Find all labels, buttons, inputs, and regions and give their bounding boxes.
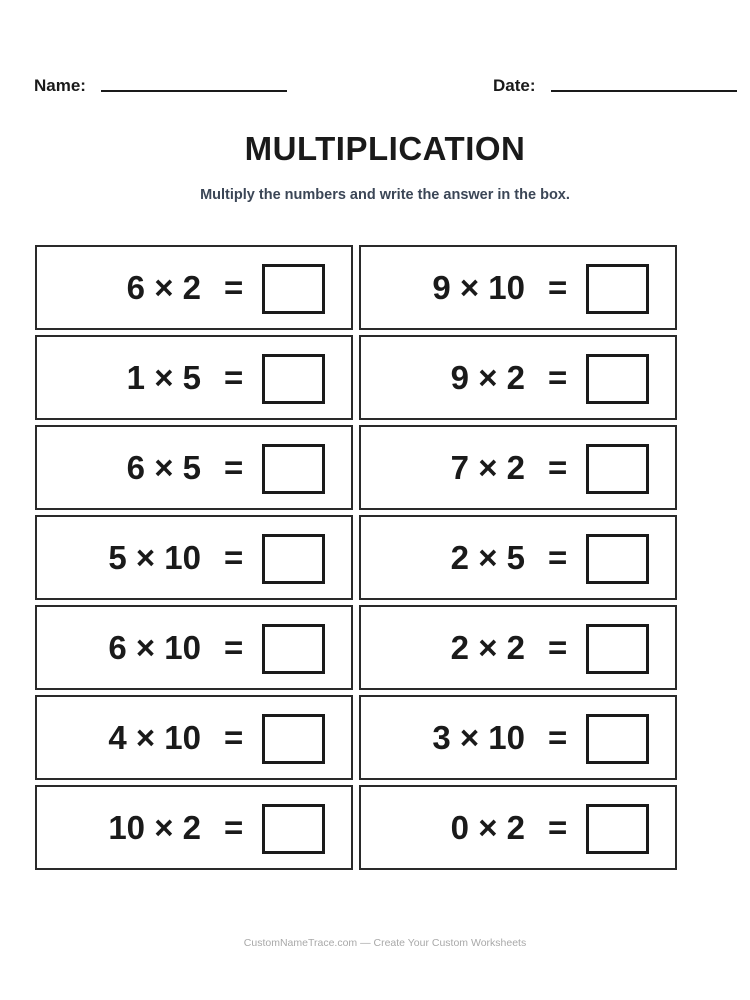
answer-box[interactable]	[586, 444, 649, 494]
problem-cell	[35, 425, 353, 510]
equals-sign: =	[224, 539, 244, 576]
equals-sign: =	[548, 269, 568, 306]
equals-sign: =	[224, 449, 244, 486]
answer-box[interactable]	[262, 624, 325, 674]
equals-sign: =	[548, 449, 568, 486]
page-title: MULTIPLICATION	[244, 130, 526, 167]
problem-expression: 1 × 5	[126, 359, 201, 396]
equals-sign: =	[224, 359, 244, 396]
problem-expression: 2 × 5	[450, 539, 525, 576]
problem-expression: 5 × 10	[108, 539, 201, 576]
answer-box[interactable]	[262, 714, 325, 764]
equals-sign: =	[224, 809, 244, 846]
instructions: Multiply the numbers and write the answer in the box.	[200, 187, 570, 203]
answer-box[interactable]	[262, 534, 325, 584]
equals-sign: =	[224, 629, 244, 666]
equals-sign: =	[548, 809, 568, 846]
problem-cell	[359, 695, 677, 780]
answer-box[interactable]	[262, 354, 325, 404]
answer-box[interactable]	[586, 624, 649, 674]
answer-box[interactable]	[586, 804, 649, 854]
answer-box[interactable]	[262, 264, 325, 314]
equals-sign: =	[548, 719, 568, 756]
problem-cell	[35, 515, 353, 600]
problem-cell	[359, 605, 677, 690]
problem-expression: 4 × 10	[108, 719, 201, 756]
problem-expression: 7 × 2	[450, 449, 525, 486]
problem-expression: 3 × 10	[432, 719, 525, 756]
equals-sign: =	[548, 539, 568, 576]
problem-cell	[35, 695, 353, 780]
problem-expression: 6 × 2	[126, 269, 201, 306]
problem-cell	[35, 335, 353, 420]
name-label: Name:	[34, 76, 86, 95]
equals-sign: =	[224, 719, 244, 756]
answer-box[interactable]	[586, 354, 649, 404]
date-line[interactable]	[551, 90, 737, 92]
equals-sign: =	[548, 629, 568, 666]
problem-expression: 6 × 10	[108, 629, 201, 666]
problem-cell	[35, 785, 353, 870]
problem-cell	[35, 245, 353, 330]
answer-box[interactable]	[586, 714, 649, 764]
answer-box[interactable]	[586, 534, 649, 584]
problem-expression: 9 × 2	[450, 359, 525, 396]
problem-expression: 10 × 2	[108, 809, 201, 846]
problem-cell	[359, 785, 677, 870]
problem-expression: 0 × 2	[450, 809, 525, 846]
problem-grid	[35, 245, 682, 875]
problem-expression: 9 × 10	[432, 269, 525, 306]
date-label: Date:	[493, 76, 536, 95]
problem-cell	[35, 605, 353, 690]
answer-box[interactable]	[586, 264, 649, 314]
equals-sign: =	[224, 269, 244, 306]
footer-credit: CustomNameTrace.com — Create Your Custom Worksheets	[243, 937, 527, 949]
problem-cell	[359, 425, 677, 510]
answer-box[interactable]	[262, 444, 325, 494]
problem-cell	[359, 245, 677, 330]
problem-cell	[359, 335, 677, 420]
problem-expression: 2 × 2	[450, 629, 525, 666]
name-line[interactable]	[101, 90, 287, 92]
problem-cell	[359, 515, 677, 600]
equals-sign: =	[548, 359, 568, 396]
answer-box[interactable]	[262, 804, 325, 854]
problem-expression: 6 × 5	[126, 449, 201, 486]
